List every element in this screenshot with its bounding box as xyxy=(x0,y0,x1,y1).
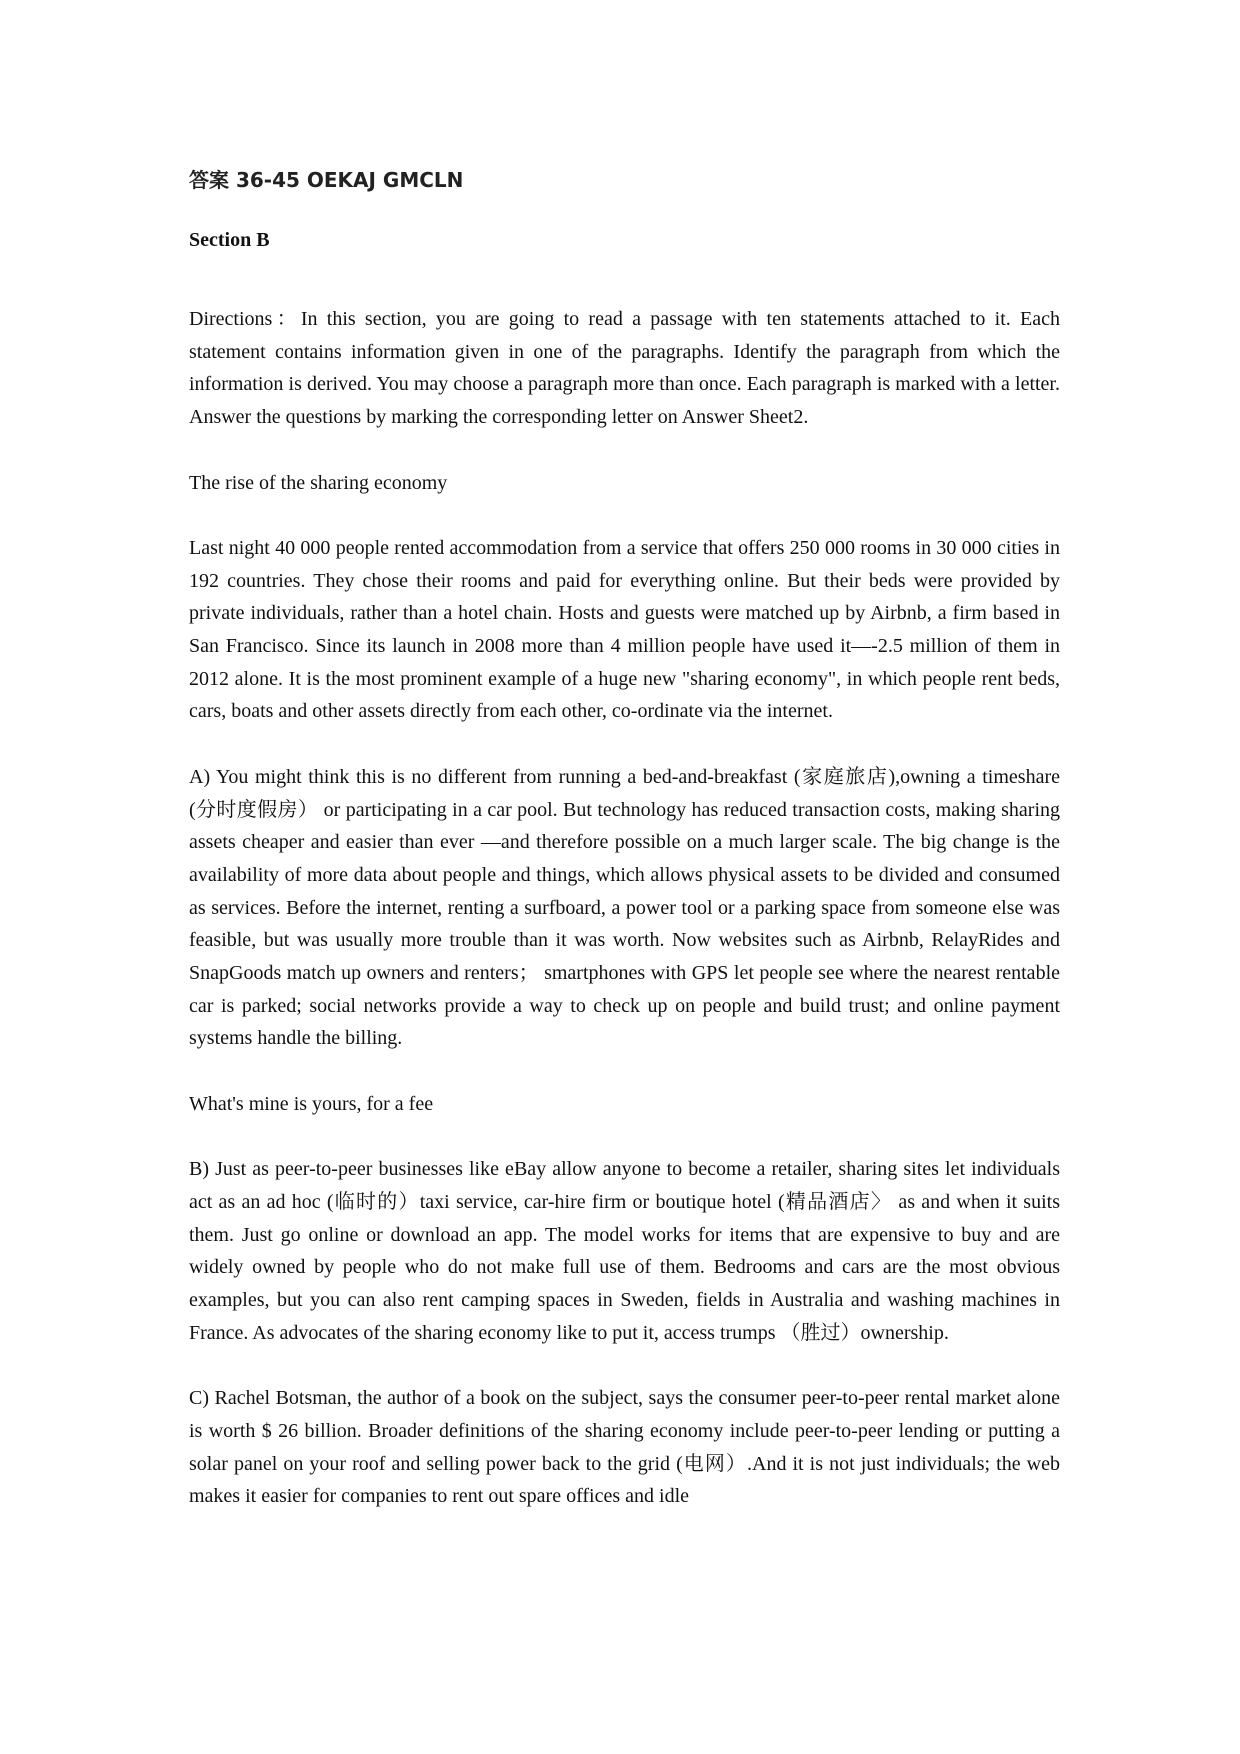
directions-paragraph: Directions：In this section, you are going to read a passage with ten statements attached to it. Each statement contains information given in one of the paragraphs. Identify the paragraph from which the information is derived. You may choose a paragraph more than once. Each paragraph is marked with a letter. Answer the questions by marking the corresponding letter on Answer Sheet2. xyxy=(189,308,1060,429)
intro-paragraph: Last night 40 000 people rented accommodation from a service that offers 250 000 rooms in 30 000 cities in 192 countries. They chose their rooms and paid for everything online. But their beds were provided by private individuals, rather than a hotel chain. Hosts and guests were matched up by Airbnb, a firm based in San Francisco. Since its launch in 2008 more than 4 million people have used it—-2.5 million of them in 2012 alone. It is the most prominent example of a huge new "sharing economy", in which people rent beds, cars, boats and other assets directly from each other, co-ordinate via the internet. xyxy=(189,536,1060,723)
paragraph-c: C) Rachel Botsman, the author of a book on the subject, says the consumer peer-to-peer rental market alone is worth $ 26 billion. Broader definitions of the sharing economy include peer-to-peer lending or putting a solar panel on your roof and selling power back to the grid (电网）.And it is not just individuals; the web makes it easier for companies to rent out spare offices and idle xyxy=(189,1387,1060,1508)
answer-key-heading: 答案 36-45 OEKAJ GMCLN xyxy=(189,168,464,192)
passage-title: The rise of the sharing economy xyxy=(189,471,448,494)
subheading: What's mine is yours, for a fee xyxy=(189,1092,434,1115)
passage-body xyxy=(189,303,1060,1546)
paragraph-a: A) You might think this is no different from running a bed-and-breakfast (家庭旅店),owning a timeshare (分时度假房） or participating in a car pool. But technology has reduced transaction costs, making sharing assets cheaper and easier than ever —and therefore possible on a much larger scale. The big change is the availability of more data about people and things, which allows physical assets to be divided and consumed as services. Before the internet, renting a surfboard, a power tool or a parking space from someone else was feasible, but was usually more trouble than it was worth. Now websites such as Airbnb, RelayRides and SnapGoods match up owners and renters； smartphones with GPS let people see where the nearest rentable car is parked; social networks provide a way to check up on people and build trust; and online payment systems handle the billing. xyxy=(189,765,1060,1050)
section-heading: Section B xyxy=(189,229,270,251)
paragraph-b: B) Just as peer-to-peer businesses like eBay allow anyone to become a retailer, sharing sites let individuals act as an ad hoc (临时的）taxi service, car-hire firm or boutique hotel (精品酒店〉 as and when it suits them. Just go online or download an app. The model works for items that are expensive to buy and are widely owned by people who do not make full use of them. Bedrooms and cars are the most obvious examples, but you can also rent camping spaces in Sweden, fields in Australia and washing machines in France. As advocates of the sharing economy like to put it, access trumps （胜过）ownership. xyxy=(189,1158,1060,1344)
